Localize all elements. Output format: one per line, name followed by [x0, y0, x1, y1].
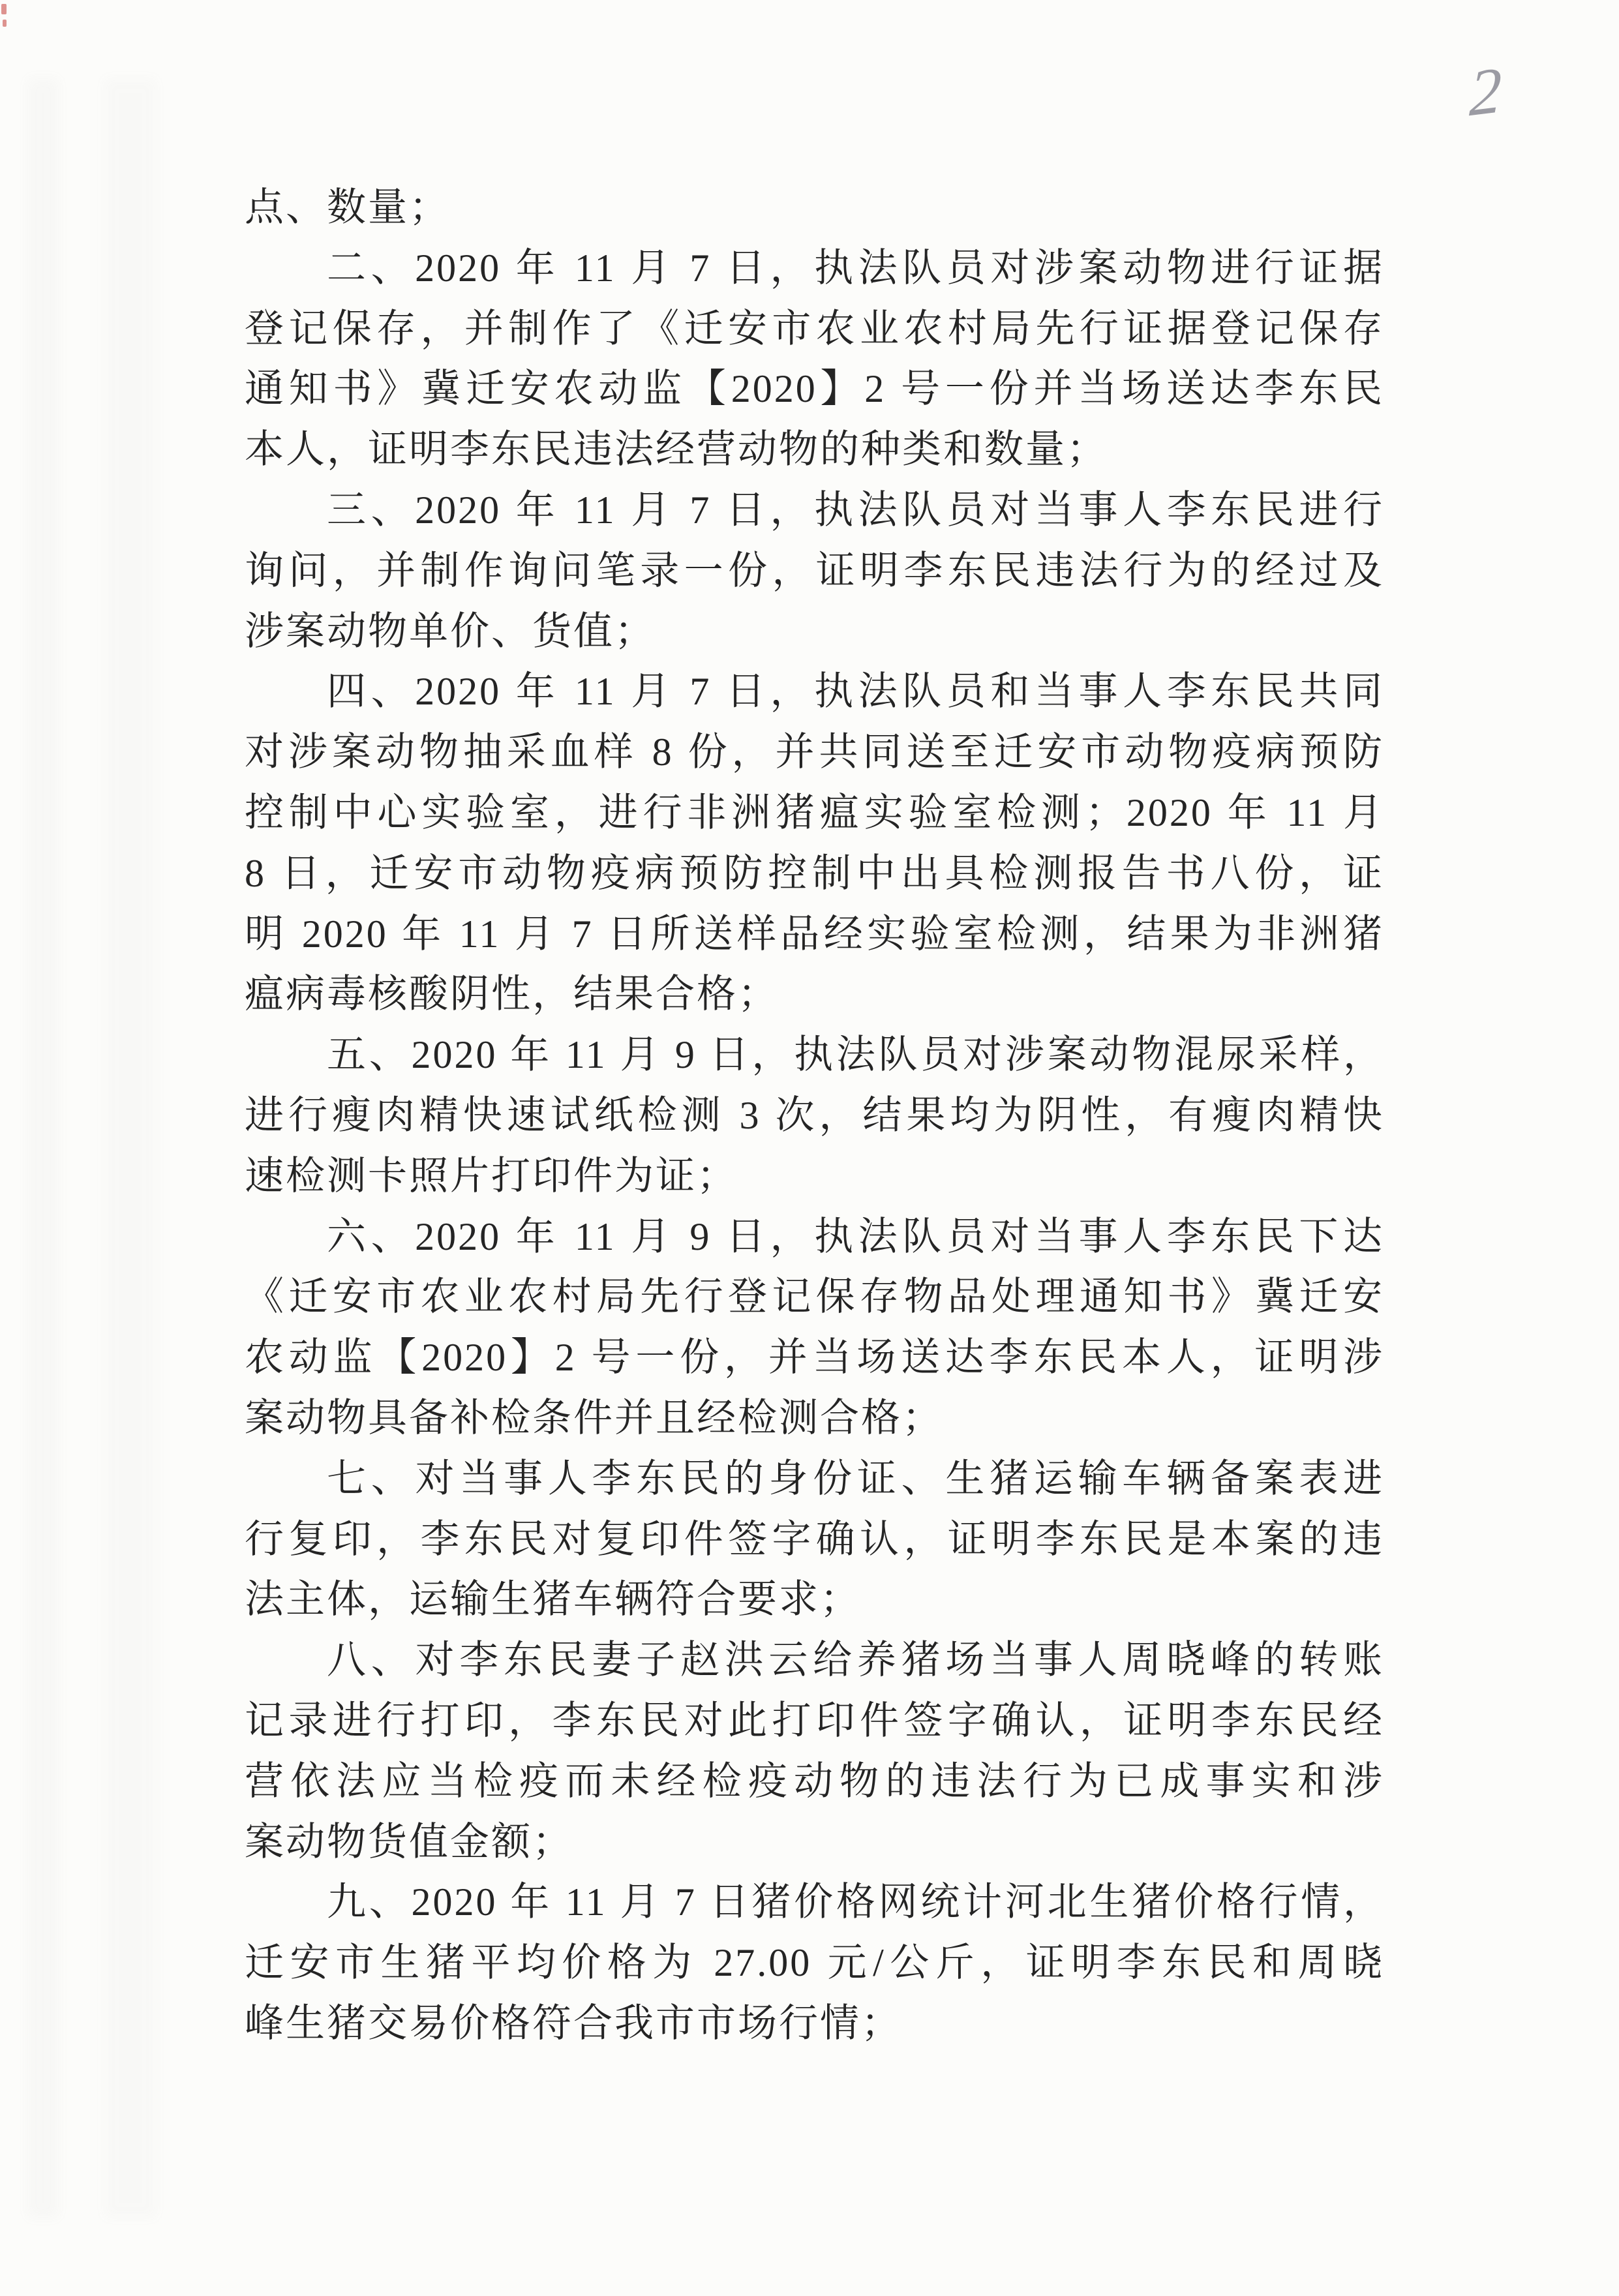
document-line: 8 日，迁安市动物疫病预防控制中出具检测报告书八份，证 [245, 851, 1384, 895]
document-line: 登记保存，并制作了《迁安市农业农村局先行证据登记保存 [245, 307, 1384, 350]
document-line: 迁安市生猪平均价格为 27.00 元/公斤，证明李东民和周晓 [245, 1941, 1384, 1985]
document-line: 明 2020 年 11 月 7 日所送样品经实验室检测，结果为非洲猪 [245, 912, 1384, 956]
document-line: 控制中心实验室，进行非洲猪瘟实验室检测；2020 年 11 月 [245, 791, 1384, 834]
document-line: 峰生猪交易价格符合我市市场行情； [245, 2001, 902, 2045]
document-line: 通知书》冀迁安农动监【2020】2 号一份并当场送达李东民 [245, 367, 1384, 411]
document-line: 二、2020 年 11 月 7 日，执法队员对涉案动物进行证据 [327, 246, 1384, 290]
document-line: 九、2020 年 11 月 7 日猪价格网统计河北生猪价格行情， [327, 1881, 1384, 1924]
document-line: 八、对李东民妻子赵洪云给养猪场当事人周晓峰的转账 [327, 1639, 1384, 1682]
document-body-text [245, 177, 1384, 2054]
document-line: 五、2020 年 11 月 9 日，执法队员对涉案动物混尿采样， [327, 1033, 1384, 1077]
document-line: 法主体，运输生猪车辆符合要求； [245, 1578, 861, 1622]
handwritten-page-number: 2 [1468, 53, 1503, 130]
scan-artifact-red-mark-1 [1, 4, 7, 14]
document-line: 四、2020 年 11 月 7 日，执法队员和当事人李东民共同 [327, 670, 1384, 714]
document-line: 三、2020 年 11 月 7 日，执法队员对当事人李东民进行 [327, 488, 1384, 532]
scan-smudge-left-1 [27, 78, 59, 2218]
scan-smudge-left-2 [104, 78, 157, 2218]
document-line: 本人，证明李东民违法经营动物的种类和数量； [245, 428, 1108, 472]
document-line: 营依法应当检疫而未经检疫动物的违法行为已成事实和涉 [245, 1759, 1384, 1803]
document-line: 《迁安市农业农村局先行登记保存物品处理通知书》冀迁安 [245, 1275, 1384, 1319]
document-line: 询问，并制作询问笔录一份，证明李东民违法行为的经过及 [245, 549, 1384, 592]
document-line: 七、对当事人李东民的身份证、生猪运输车辆备案表进 [327, 1457, 1384, 1500]
document-line: 涉案动物单价、货值； [245, 609, 656, 653]
document-line: 案动物货值金额； [245, 1820, 573, 1864]
document-line: 行复印，李东民对复印件签字确认，证明李东民是本案的违 [245, 1517, 1384, 1561]
document-line: 案动物具备补检条件并且经检测合格； [245, 1396, 943, 1440]
document-line: 点、数量； [245, 186, 450, 229]
document-line: 瘟病毒核酸阴性，结果合格； [245, 973, 779, 1016]
document-line: 进行瘦肉精快速试纸检测 3 次，结果均为阴性，有瘦肉精快 [245, 1093, 1384, 1137]
document-line: 记录进行打印，李东民对此打印件签字确认，证明李东民经 [245, 1699, 1384, 1742]
document-line: 农动监【2020】2 号一份，并当场送达李东民本人，证明涉 [245, 1336, 1384, 1380]
scan-artifact-red-mark-2 [3, 20, 7, 27]
document-line: 六、2020 年 11 月 9 日，执法队员对当事人李东民下达 [327, 1215, 1384, 1258]
document-line: 对涉案动物抽采血样 8 份，并共同送至迁安市动物疫病预防 [245, 731, 1384, 774]
document-line: 速检测卡照片打印件为证； [245, 1154, 738, 1198]
